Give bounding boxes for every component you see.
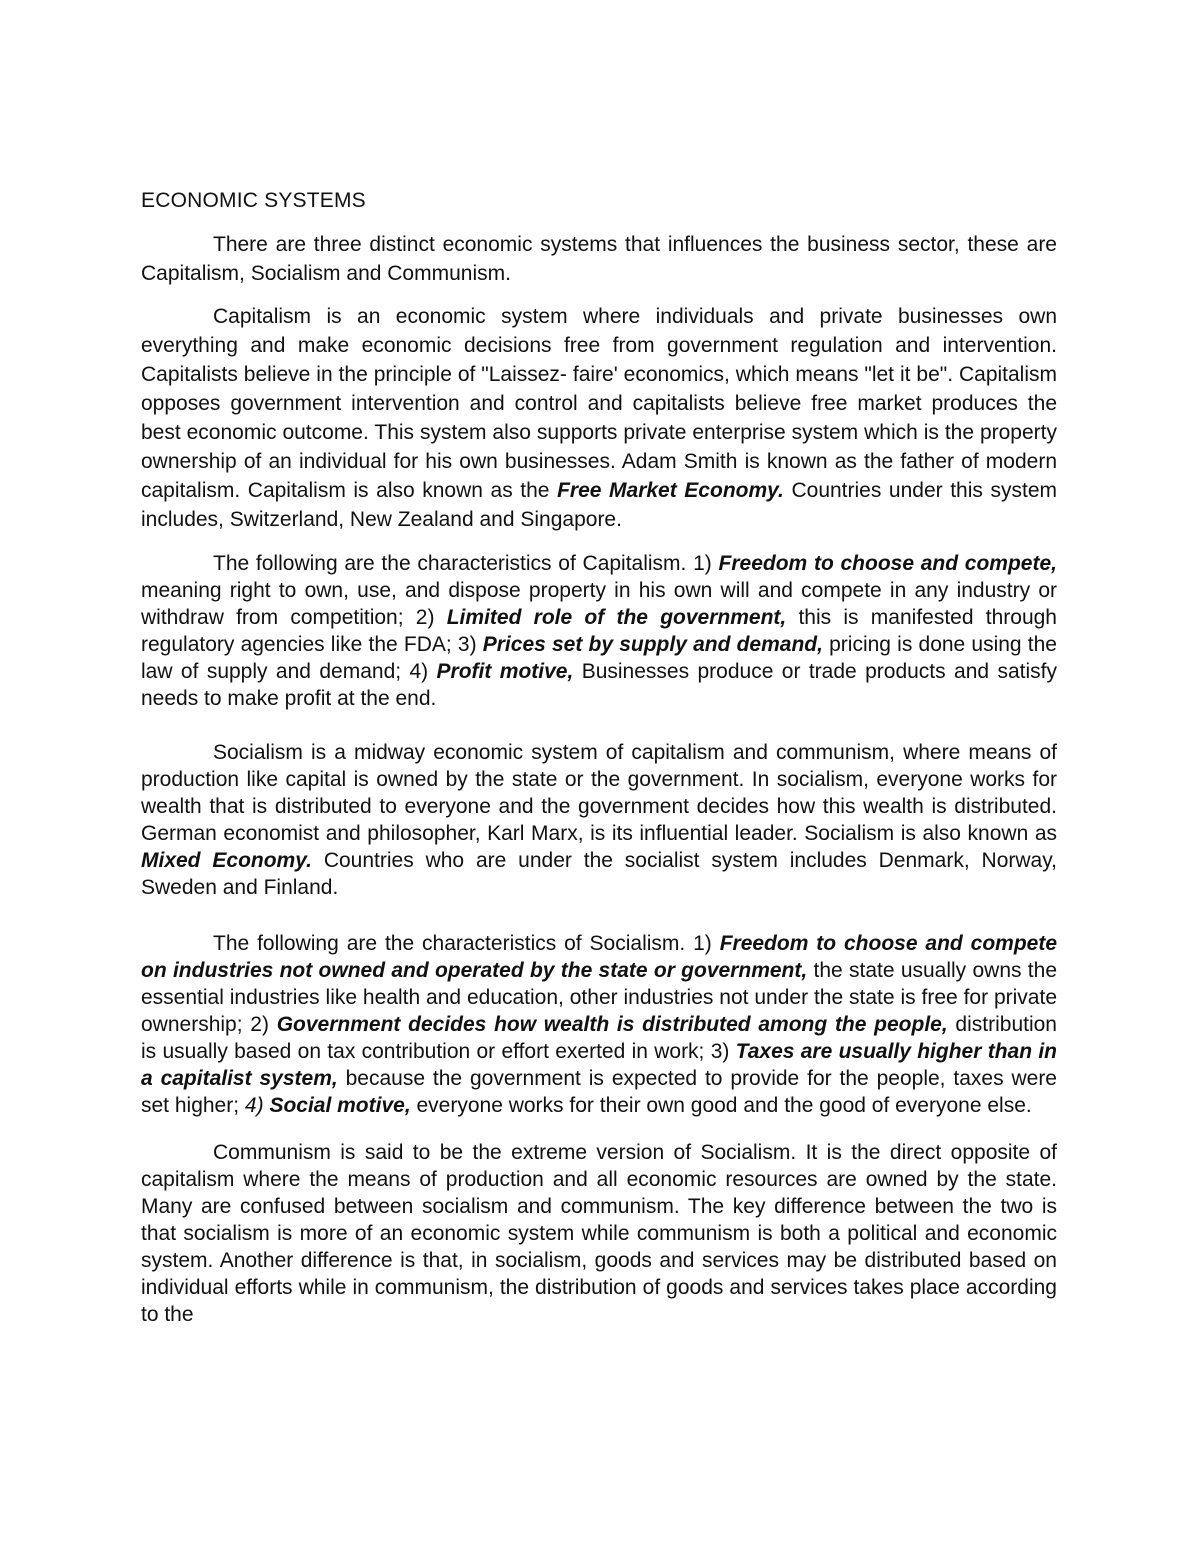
paragraph-socialism xyxy=(141,739,1057,901)
capitalism-text: Capitalism is an economic system where individuals and private businesses own everything and make economic decisions free from government regulation and intervention. Capitalists believe in the principle of "Laissez- faire' economics, which means "let it be". Capitalism opposes government intervention and control and capitalists believe free market produces the best economic outcome. This system also supports private enterprise system which is the property ownership of an individual for his own businesses. Adam Smith is known as the father of modern capitalism. Capitalism is also known as the xyxy=(141,305,1057,502)
characteristic-social-motive: Social motive, xyxy=(269,1094,411,1117)
text-run: Countries who are under the socialist system includes Denmark, Norway, Sweden and Finland. xyxy=(141,849,1057,899)
characteristic-limited-role: Limited role of the government, xyxy=(446,606,787,629)
text-run: meaning right to own, use, and dispose property in his own will and compete in any industry or withdraw from competition; 2) xyxy=(141,579,1057,629)
paragraph-capitalism xyxy=(141,302,1057,534)
characteristic-freedom-socialism: Freedom to choose and compete on industries not owned and operated by the state or government, xyxy=(141,932,1058,982)
free-market-economy-term: Free Market Economy. xyxy=(557,479,784,502)
list-number-four: 4) xyxy=(244,1094,264,1117)
document-title: ECONOMIC SYSTEMS xyxy=(141,189,366,212)
text-run: because the government is expected to provide for the people, taxes were set higher; xyxy=(141,1067,1057,1117)
characteristic-taxes: Taxes are usually higher than in a capitalist system, xyxy=(141,1040,1057,1090)
text-run: Socialism is a midway economic system of capitalism and communism, where means of production like capital is owned by the state or the government. In socialism, everyone works for wealth that is distributed to everyone and the government decides how this wealth is distributed. German economist and philosopher, Karl Marx, is its influential leader. Socialism is also known as xyxy=(141,741,1057,845)
paragraph-socialism-characteristics xyxy=(141,930,1057,1119)
text-run: the state usually owns the essential industries like health and education, other industries not under the state is free for private ownership; 2) xyxy=(141,959,1057,1036)
characteristic-profit-motive: Profit motive, xyxy=(436,660,574,683)
text-run: everyone works for their own good and the good of everyone else. xyxy=(410,1094,1032,1117)
characteristic-government-decides: Government decides how wealth is distributed among the people, xyxy=(276,1013,948,1036)
mixed-economy-term: Mixed Economy. xyxy=(141,849,312,872)
paragraph-intro: There are three distinct economic systems that influences the business sector, these are Capitalism, Socialism and Communism. xyxy=(141,233,1057,285)
capitalism-countries-text: Countries under this system includes, Switzerland, New Zealand and Singapore. xyxy=(141,479,1057,531)
text-run: pricing is done using the law of supply and demand; 4) xyxy=(141,633,1057,683)
paragraph-capitalism-characteristics xyxy=(141,550,1057,712)
text-run: Businesses produce or trade products and satisfy needs to make profit at the end. xyxy=(141,660,1057,710)
text-run: The following are the characteristics of Socialism. 1) xyxy=(213,932,720,955)
paragraph-communism: Communism is said to be the extreme version of Socialism. It is the direct opposite of capitalism where the means of production and all economic resources are owned by the state. Many are confused between socialism and communism. The key difference between the two is that socialism is more of an economic system while communism is both a political and economic system. Another difference is that, in socialism, goods and services may be distributed based on individual efforts while in communism, the distribution of goods and services takes place according to the xyxy=(141,1141,1057,1326)
document-body xyxy=(141,186,1057,1328)
text-run: The following are the characteristics of Capitalism. 1) xyxy=(213,552,719,575)
text-run: distribution is usually based on tax contribution or effort exerted in work; 3) xyxy=(141,1013,1057,1063)
characteristic-freedom: Freedom to choose and compete, xyxy=(718,552,1057,575)
characteristic-prices: Prices set by supply and demand, xyxy=(482,633,823,656)
text-run: this is manifested through regulatory agencies like the FDA; 3) xyxy=(141,606,1057,656)
